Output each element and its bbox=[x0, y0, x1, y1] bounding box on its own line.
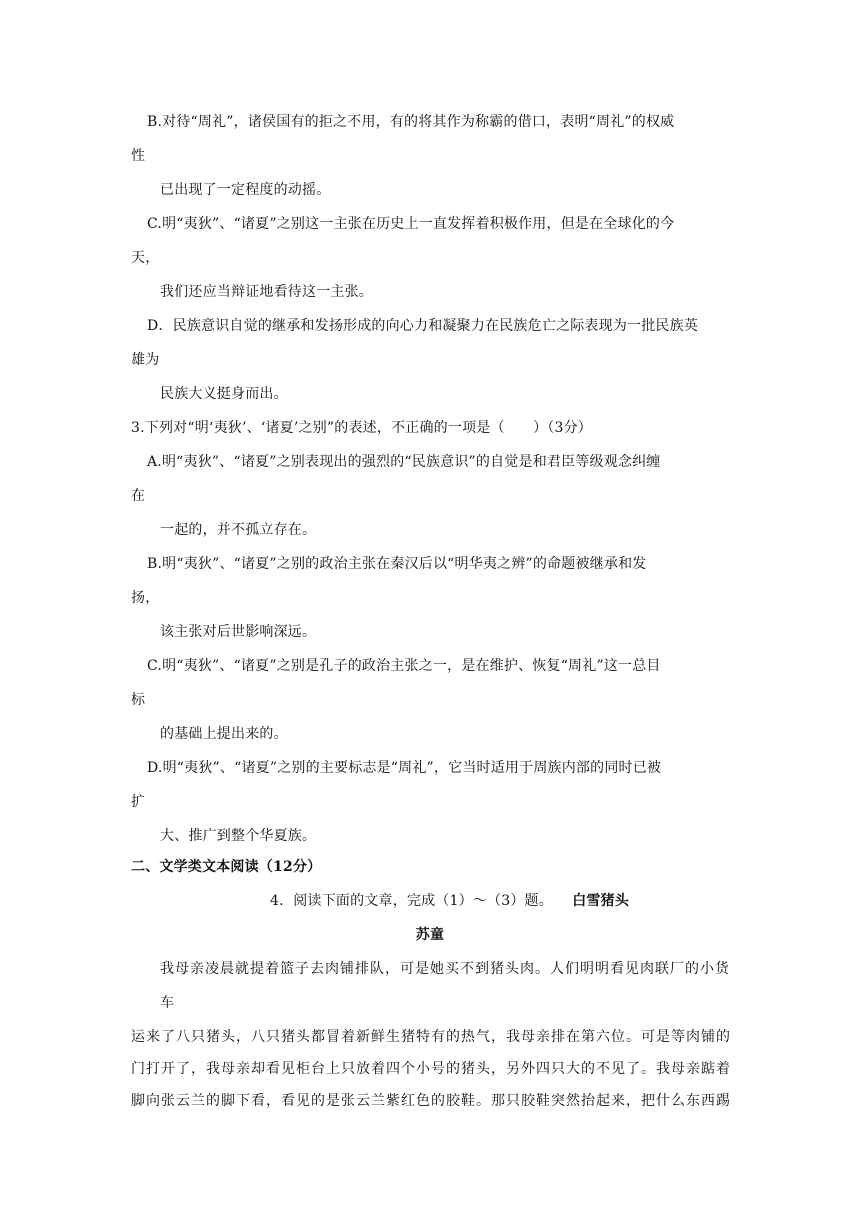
q3-option-a-line2: 在 bbox=[131, 488, 146, 504]
q2-option-c-line3: 我们还应当辩证地看待这一主张。 bbox=[160, 284, 373, 300]
q3-option-c-line1: C.明“夷狄”、“诸夏”之别是孔子的政治主张之一，是在维护、恢复“周礼”这一总目 bbox=[147, 658, 661, 674]
article-paragraph-line4: 门打开了，我母亲却看见柜台上只放着四个小号的猪头，另外四只大的不见了。我母亲踮着 bbox=[131, 1061, 731, 1077]
q3-option-a-line1: A.明“夷狄”、“诸夏”之别表现出的强烈的“民族意识”的自觉是和君臣等级观念纠缠 bbox=[147, 454, 661, 470]
q2-option-d-line1: D．民族意识自觉的继承和发扬形成的向心力和凝聚力在民族危亡之际表现为一批民族英 bbox=[147, 318, 699, 334]
section-heading: 二、文学类文本阅读（12分） bbox=[131, 859, 322, 875]
q3-stem: 3.下列对“明‘夷狄’、‘诸夏’之别”的表述，不正确的一项是（ ）（3分） bbox=[131, 420, 592, 436]
q3-option-b-line2: 扬， bbox=[131, 590, 160, 606]
article-author: 苏童 bbox=[415, 927, 445, 943]
q2-option-d-line3: 民族大义挺身而出。 bbox=[160, 386, 288, 402]
q4-instruction bbox=[270, 891, 629, 911]
q3-option-c-line3: 的基础上提出来的。 bbox=[160, 726, 288, 742]
q3-option-b-line1: B.明“夷狄”、“诸夏”之别的政治主张在秦汉后以“明华夷之辨”的命题被继承和发 bbox=[147, 556, 647, 572]
q3-option-a-line3: 一起的，并不孤立存在。 bbox=[160, 522, 317, 538]
q2-option-d-line2: 雄为 bbox=[131, 352, 160, 368]
article-paragraph-line1: 我母亲凌晨就提着篮子去肉铺排队，可是她买不到猪头肉。人们明明看见肉联厂的小货 bbox=[160, 961, 730, 977]
article-title: 白雪猪头 bbox=[572, 893, 630, 909]
q2-option-b-line1: B.对待“周礼”，诸侯国有的拒之不用，有的将其作为称霸的借口，表明“周礼”的权威 bbox=[147, 114, 675, 130]
article-paragraph-line5: 脚向张云兰的脚下看，看见的是张云兰紫红色的胶鞋。那只胶鞋突然抬起来，把什么东西踢 bbox=[131, 1093, 731, 1109]
q2-option-c-line1: C.明“夷狄”、“诸夏”之别这一主张在历史上一直发挥着积极作用，但是在全球化的今 bbox=[147, 216, 675, 232]
q3-option-d-line2: 扩 bbox=[131, 794, 146, 810]
article-paragraph-line2: 车 bbox=[160, 995, 175, 1011]
article-paragraph-line3: 运来了八只猪头，八只猪头都冒着新鲜生猪特有的热气，我母亲排在第六位。可是等肉铺的 bbox=[131, 1029, 731, 1045]
q3-option-d-line3: 大、推广到整个华夏族。 bbox=[160, 828, 317, 844]
q2-option-c-line2: 天， bbox=[131, 250, 160, 266]
q3-option-b-line3: 该主张对后世影响深远。 bbox=[160, 624, 317, 640]
q3-option-d-line1: D.明“夷狄”、“诸夏”之别的主要标志是“周礼”，它当时适用于周族内部的同时已被 bbox=[147, 760, 662, 776]
q4-instruction-text: 4．阅读下面的文章，完成（1）～（3）题。 bbox=[270, 893, 553, 909]
q2-option-b-line3: 已出现了一定程度的动摇。 bbox=[160, 182, 331, 198]
q2-option-b-line2: 性 bbox=[131, 148, 146, 164]
q3-option-c-line2: 标 bbox=[131, 692, 146, 708]
